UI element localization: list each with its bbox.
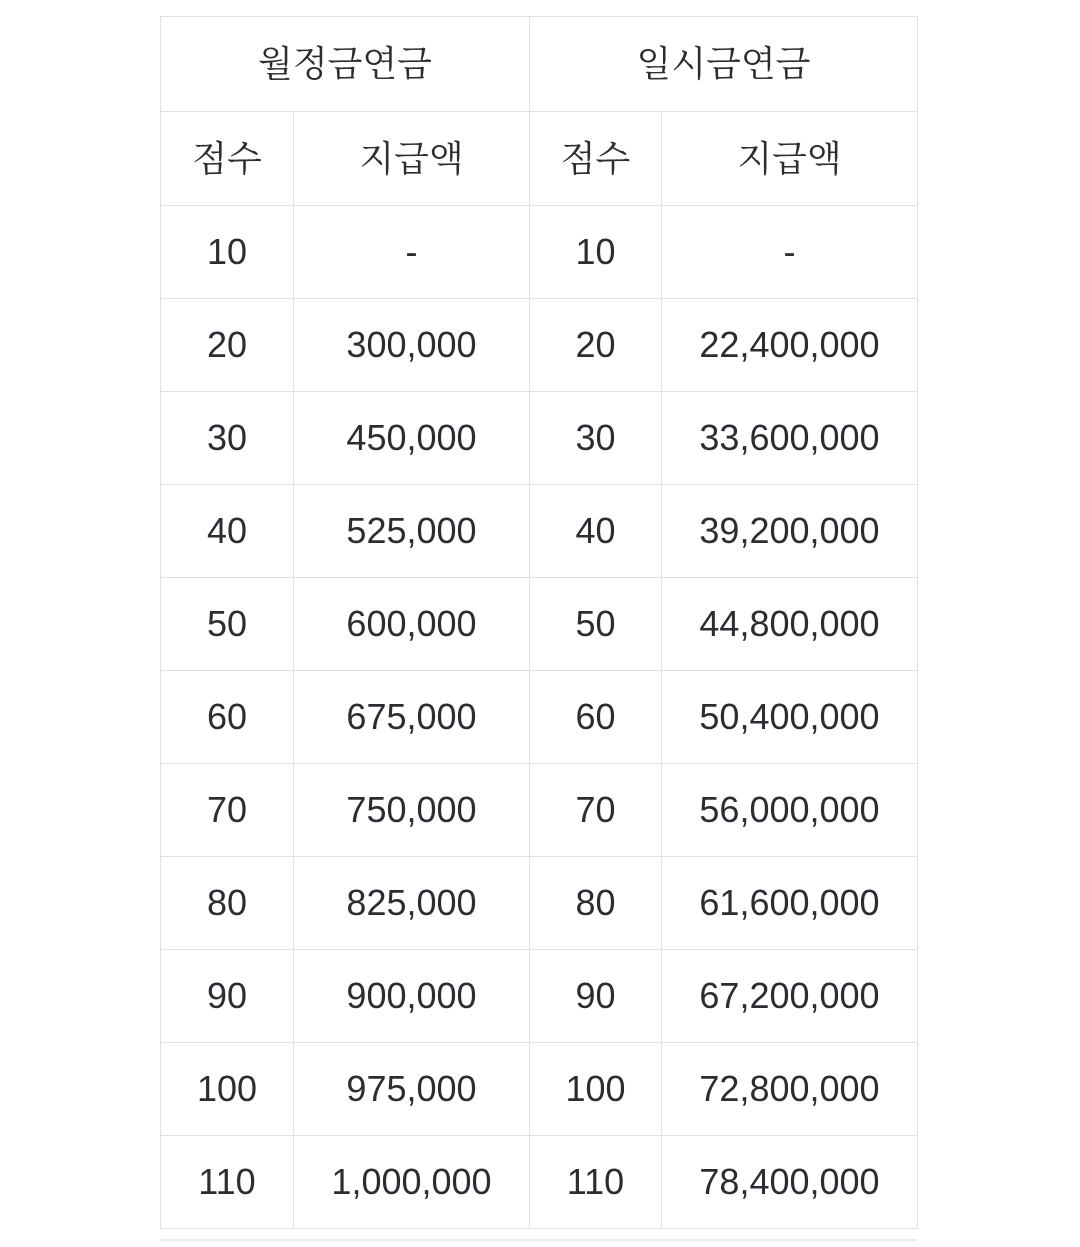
table-cell: 750,000	[294, 764, 530, 857]
table-cell: 70	[161, 764, 294, 857]
cutoff-bottom-divider	[160, 1239, 917, 1241]
table-row	[161, 857, 918, 950]
table-cell: 40	[530, 485, 662, 578]
table-body	[161, 206, 918, 1229]
table-cell: -	[294, 206, 530, 299]
group-header-row	[161, 17, 918, 112]
table-row	[161, 485, 918, 578]
table-cell: 975,000	[294, 1043, 530, 1136]
table-row	[161, 1043, 918, 1136]
table-cell: 110	[530, 1136, 662, 1229]
table-cell: 900,000	[294, 950, 530, 1043]
table-cell: 20	[161, 299, 294, 392]
table-cell: 100	[161, 1043, 294, 1136]
table-cell: 10	[530, 206, 662, 299]
table-cell: 50	[161, 578, 294, 671]
table-row	[161, 392, 918, 485]
pension-score-table	[160, 16, 918, 1229]
table-cell: 600,000	[294, 578, 530, 671]
table-row	[161, 671, 918, 764]
table-cell: 20	[530, 299, 662, 392]
table-cell: 70	[530, 764, 662, 857]
table-cell: 90	[161, 950, 294, 1043]
col-header-score-2: 점수	[530, 112, 662, 206]
col-header-amount-1: 지급액	[294, 112, 530, 206]
table-cell: 44,800,000	[662, 578, 918, 671]
table-cell: 56,000,000	[662, 764, 918, 857]
table-cell: 80	[530, 857, 662, 950]
table-cell: 50	[530, 578, 662, 671]
table-cell: 525,000	[294, 485, 530, 578]
table-cell: 60	[161, 671, 294, 764]
table-row	[161, 1136, 918, 1229]
table-cell: 300,000	[294, 299, 530, 392]
table-cell: -	[662, 206, 918, 299]
table-cell: 72,800,000	[662, 1043, 918, 1136]
table-cell: 33,600,000	[662, 392, 918, 485]
table-cell: 22,400,000	[662, 299, 918, 392]
group-header-lumpsum-pension: 일시금연금	[530, 17, 918, 112]
table-cell: 450,000	[294, 392, 530, 485]
table-row	[161, 578, 918, 671]
table-cell: 1,000,000	[294, 1136, 530, 1229]
table-cell: 825,000	[294, 857, 530, 950]
group-header-monthly-pension: 월정금연금	[161, 17, 530, 112]
table-row	[161, 950, 918, 1043]
table-cell: 39,200,000	[662, 485, 918, 578]
table-cell: 30	[530, 392, 662, 485]
table-cell: 40	[161, 485, 294, 578]
table-row	[161, 764, 918, 857]
table-row	[161, 299, 918, 392]
table-cell: 78,400,000	[662, 1136, 918, 1229]
table-cell: 50,400,000	[662, 671, 918, 764]
sub-header-row	[161, 112, 918, 206]
table-cell: 60	[530, 671, 662, 764]
table-cell: 675,000	[294, 671, 530, 764]
table-cell: 110	[161, 1136, 294, 1229]
table-cell: 61,600,000	[662, 857, 918, 950]
col-header-score-1: 점수	[161, 112, 294, 206]
col-header-amount-2: 지급액	[662, 112, 918, 206]
table-cell: 30	[161, 392, 294, 485]
table-cell: 80	[161, 857, 294, 950]
table-cell: 100	[530, 1043, 662, 1136]
table-row	[161, 206, 918, 299]
table-cell: 67,200,000	[662, 950, 918, 1043]
table-cell: 90	[530, 950, 662, 1043]
table-cell: 10	[161, 206, 294, 299]
pension-table-container	[160, 16, 918, 1229]
